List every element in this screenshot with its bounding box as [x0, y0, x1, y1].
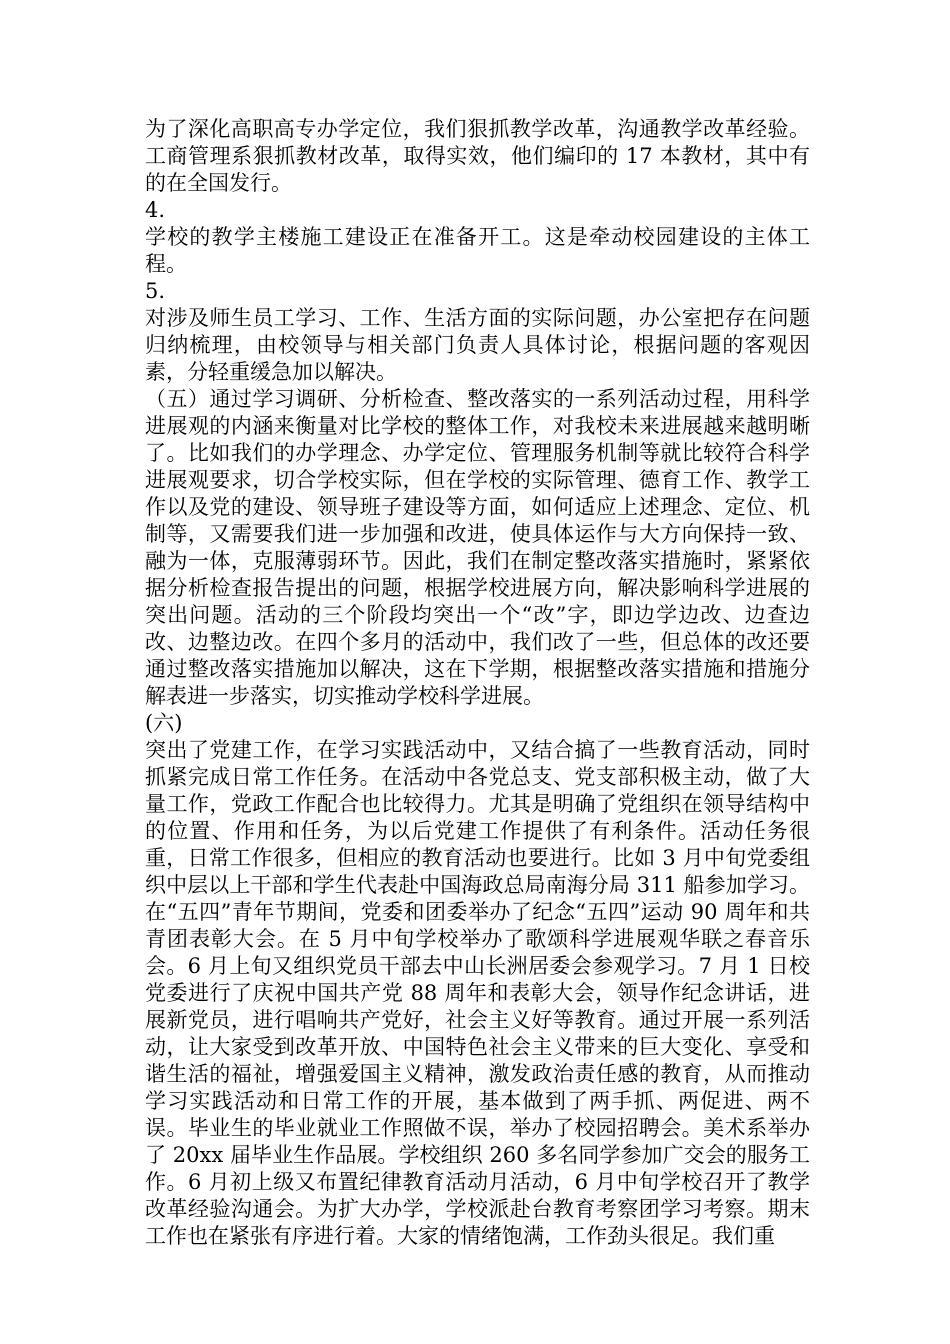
paragraph-section-five: （五）通过学习调研、分析检查、整改落实的一系列活动过程，用科学进展观的内涵来衡量对比学校的整体工作，对我校未来进展越来越明晰了。比如我们的办学理念、办学定位、管理服务机制等就比较符合科学进展观要求，切合学校实际，但在学校的实际管理、德育工作、教学工作以及党的建设、领导班子建设等方面，如何适应上述理念、定位、机制等，又需要我们进一步加强和改进，使具体运作与大方向保持一致、融为一体，克服薄弱环节。因此，我们在制定整改落实措施时，紧紧依据分析检查报告提出的问题，根据学校进展方向，解决影响科学进展的突出问题。活动的三个阶段均突出一个“改”字，即边学边改、边查边改、边整边改。在四个多月的活动中，我们改了一些，但总体的改还要通过整改落实措施加以解决，这在下学期，根据整改落实措施和措施分解表进一步落实，切实推动学校科学进展。	[145, 387, 810, 708]
paragraph-main-building: 学校的教学主楼施工建设正在准备开工。这是牵动校园建设的主体工程。	[145, 225, 810, 276]
section-heading-six: (六)	[145, 711, 183, 735]
paragraph-practical-issues: 对涉及师生员工学习、工作、生活方面的实际问题，办公室把存在问题归纳梳理，由校领导与相关部门负责人具体讨论，根据问题的客观因素，分轻重缓急加以解决。	[145, 306, 810, 384]
paragraph-party-building: 突出了党建工作，在学习实践活动中，又结合搞了一些教育活动，同时抓紧完成日常工作任务。在活动中各党总支、党支部积极主动，做了大量工作，党政工作配合也比较得力。尤其是明确了党组织在领导结构中的位置、作用和任务，为以后党建工作提供了有利条件。活动任务很重，日常工作很多，但相应的教育活动也要进行。比如 3 月中旬党委组织中层以上干部和学生代表赴中国海政总局南海分局 311 船参加学习。在“五四”青年节期间，党委和团委举办了纪念“五四”运动 90 周年和共青团表彰大会。在 5 月中旬学校举办了歌颂科学进展观华联之春音乐会。6 月上旬又组织党员干部去中山长洲居委会参观学习。7 月 1 日校党委进行了庆祝中国共产党 88 周年和表彰大会，领导作纪念讲话，进展新党员，进行唱响共产党好，社会主义好等教育。通过开展一系列活动，让大家受到改革开放、中国特色社会主义带来的巨大变化、享受和谐生活的福祉，增强爱国主义精神，激发政治责任感的教育，从而推动学习实践活动和日常工作的开展，基本做到了两手抓、两促进、两不误。毕业生的毕业就业工作照做不误，举办了校园招聘会。美术系举办了 20xx 届毕业生作品展。学校组织 260 多名同学参加广交会的服务工作。6 月初上级又布置纪律教育活动月活动，6 月中旬学校召开了教学改革经验沟通会。为扩大办学，学校派赴台教育考察团学习考察。期末工作也在紧张有序进行着。大家的情绪饱满，工作劲头很足。我们重	[145, 738, 810, 1248]
item-number-5: 5.	[145, 279, 166, 303]
item-number-4: 4.	[145, 198, 166, 222]
document-body	[145, 116, 810, 1250]
paragraph-teaching-reform: 为了深化高职高专办学定位，我们狠抓教学改革，沟通教学改革经验。工商管理系狠抓教材改革，取得实效，他们编印的 17 本教材，其中有的在全国发行。	[145, 117, 810, 195]
